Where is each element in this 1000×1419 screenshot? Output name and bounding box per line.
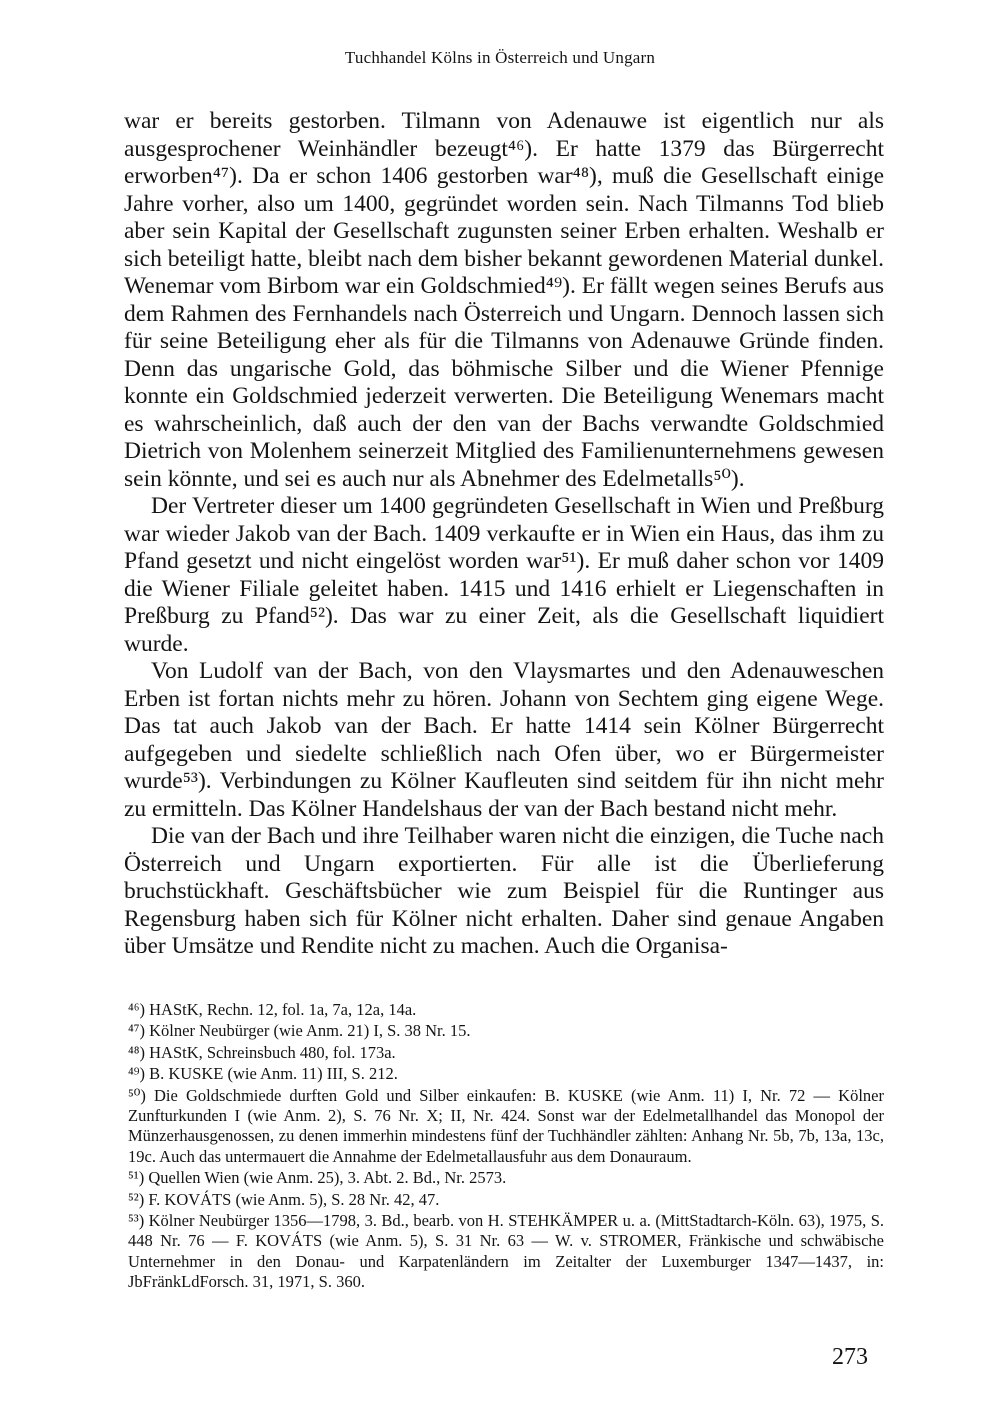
- running-head: Tuchhandel Kölns in Österreich und Ungarn: [344, 48, 656, 67]
- footnote: ⁵³) Kölner Neubürger 1356—1798, 3. Bd., bearb. von H. STEHKÄMPER u. a. (MittStadtarch-Köln. 63), 1975, S. 448 Nr. 76 — F. KOVÁTS (wie Anm. 5), S. 31 Nr. 63 — W. v. STROMER, Fränkische und schwäbische Unternehmer in den Donau- und Karpatenländern im Zeitalter der Luxemburger 1347—1437, in: JbFränkLdForsch. 31, 1971, S. 360.: [128, 1211, 884, 1292]
- paragraph: Der Vertreter dieser um 1400 gegründeten Gesellschaft in Wien und Preßburg war wieder Jakob van der Bach. 1409 verkaufte er in Wien ein Haus, das ihm zu Pfand gesetzt und nicht eingelöst worden war⁵¹). Er muß daher schon vor 1409 die Wiener Filiale geleitet haben. 1415 und 1416 erhielt er Liegenschaften in Preßburg zu Pfand⁵²). Das war zu einer Zeit, als die Gesellschaft liquidiert wurde.: [124, 493, 884, 657]
- paragraph: Die van der Bach und ihre Teilhaber waren nicht die einzigen, die Tuche nach Österreich und Ungarn exportierten. Für alle ist die Überlieferung bruchstückhaft. Geschäftsbücher wie zum Beispiel für die Runtinger aus Regensburg haben sich für Kölner nicht erhalten. Daher sind genaue Angaben über Umsätze und Rendite nicht zu machen. Auch die Organisa-: [124, 823, 884, 959]
- paragraph: war er bereits gestorben. Tilmann von Adenauwe ist eigentlich nur als ausgesprochener Weinhändler bezeugt⁴⁶). Er hatte 1379 das Bürgerrecht erworben⁴⁷). Da er schon 1406 gestorben war⁴⁸), muß die Gesellschaft einige Jahre vorher, also um 1400, gegründet worden sein. Nach Tilmanns Tod blieb aber sein Kapital der Gesellschaft zugunsten seiner Erben erhalten. Weshalb er sich beteiligt hatte, bleibt nach dem bisher bekannt gewordenen Material dunkel. Wenemar vom Birbom war ein Goldschmied⁴⁹). Er fällt wegen seines Berufs aus dem Rahmen des Fernhandels nach Österreich und Ungarn. Dennoch lassen sich für seine Beteiligung eher als für die Tilmanns von Adenauwe Gründe finden. Denn das ungarische Gold, das böhmische Silber und die Wiener Pfennige konnte ein Goldschmied jederzeit verwerten. Die Beteiligung Wenemars macht es wahrscheinlich, daß auch der den van der Bachs verwandte Goldschmied Dietrich von Molenhem seinerzeit Mitglied des Familienunternehmens gewesen sein könnte, und sei es auch nur als Abnehmer des Edelmetalls⁵⁰).: [124, 108, 884, 492]
- body-text: [124, 108, 884, 961]
- footnote: ⁴⁸) HAStK, Schreinsbuch 480, fol. 173a.: [128, 1042, 396, 1062]
- footnote: ⁴⁹) B. KUSKE (wie Anm. 11) III, S. 212.: [128, 1064, 398, 1084]
- paragraph: Von Ludolf van der Bach, von den Vlaysmartes und den Adenauweschen Erben ist fortan nichts mehr zu hören. Johann von Sechtem ging eigene Wege. Das tat auch Jakob van der Bach. Er hatte 1414 sein Kölner Bürgerrecht aufgegeben und siedelte schließlich nach Ofen über, wo er Bürgermeister wurde⁵³). Verbindungen zu Kölner Kaufleuten sind seitdem für ihn nicht mehr zu ermitteln. Das Kölner Handelshaus der van der Bach bestand nicht mehr.: [124, 658, 884, 822]
- footnotes: [128, 1000, 884, 1294]
- footnote: ⁴⁷) Kölner Neubürger (wie Anm. 21) I, S. 38 Nr. 15.: [128, 1021, 471, 1041]
- footnote: ⁴⁶) HAStK, Rechn. 12, fol. 1a, 7a, 12a, 14a.: [128, 1000, 417, 1019]
- page-number: 273: [832, 1344, 868, 1370]
- footnote: ⁵¹) Quellen Wien (wie Anm. 25), 3. Abt. 2. Bd., Nr. 2573.: [128, 1168, 507, 1188]
- footnote: ⁵²) F. KOVÁTS (wie Anm. 5), S. 28 Nr. 42, 47.: [128, 1189, 440, 1209]
- footnote: ⁵⁰) Die Goldschmiede durften Gold und Silber einkaufen: B. KUSKE (wie Anm. 11) I, Nr. 72 — Kölner Zunfturkunden I (wie Anm. 2), S. 76 Nr. X; II, Nr. 424. Sonst war der Edelmetallhandel das Monopol der Münzerhausgenossen, zu denen immerhin mindestens fünf der Tuchhändler zählten: Anhang Nr. 5b, 7b, 13a, 13c, 19c. Auch das untermauert die Annahme der Edelmetallausfuhr aus dem Donauraum.: [128, 1085, 884, 1166]
